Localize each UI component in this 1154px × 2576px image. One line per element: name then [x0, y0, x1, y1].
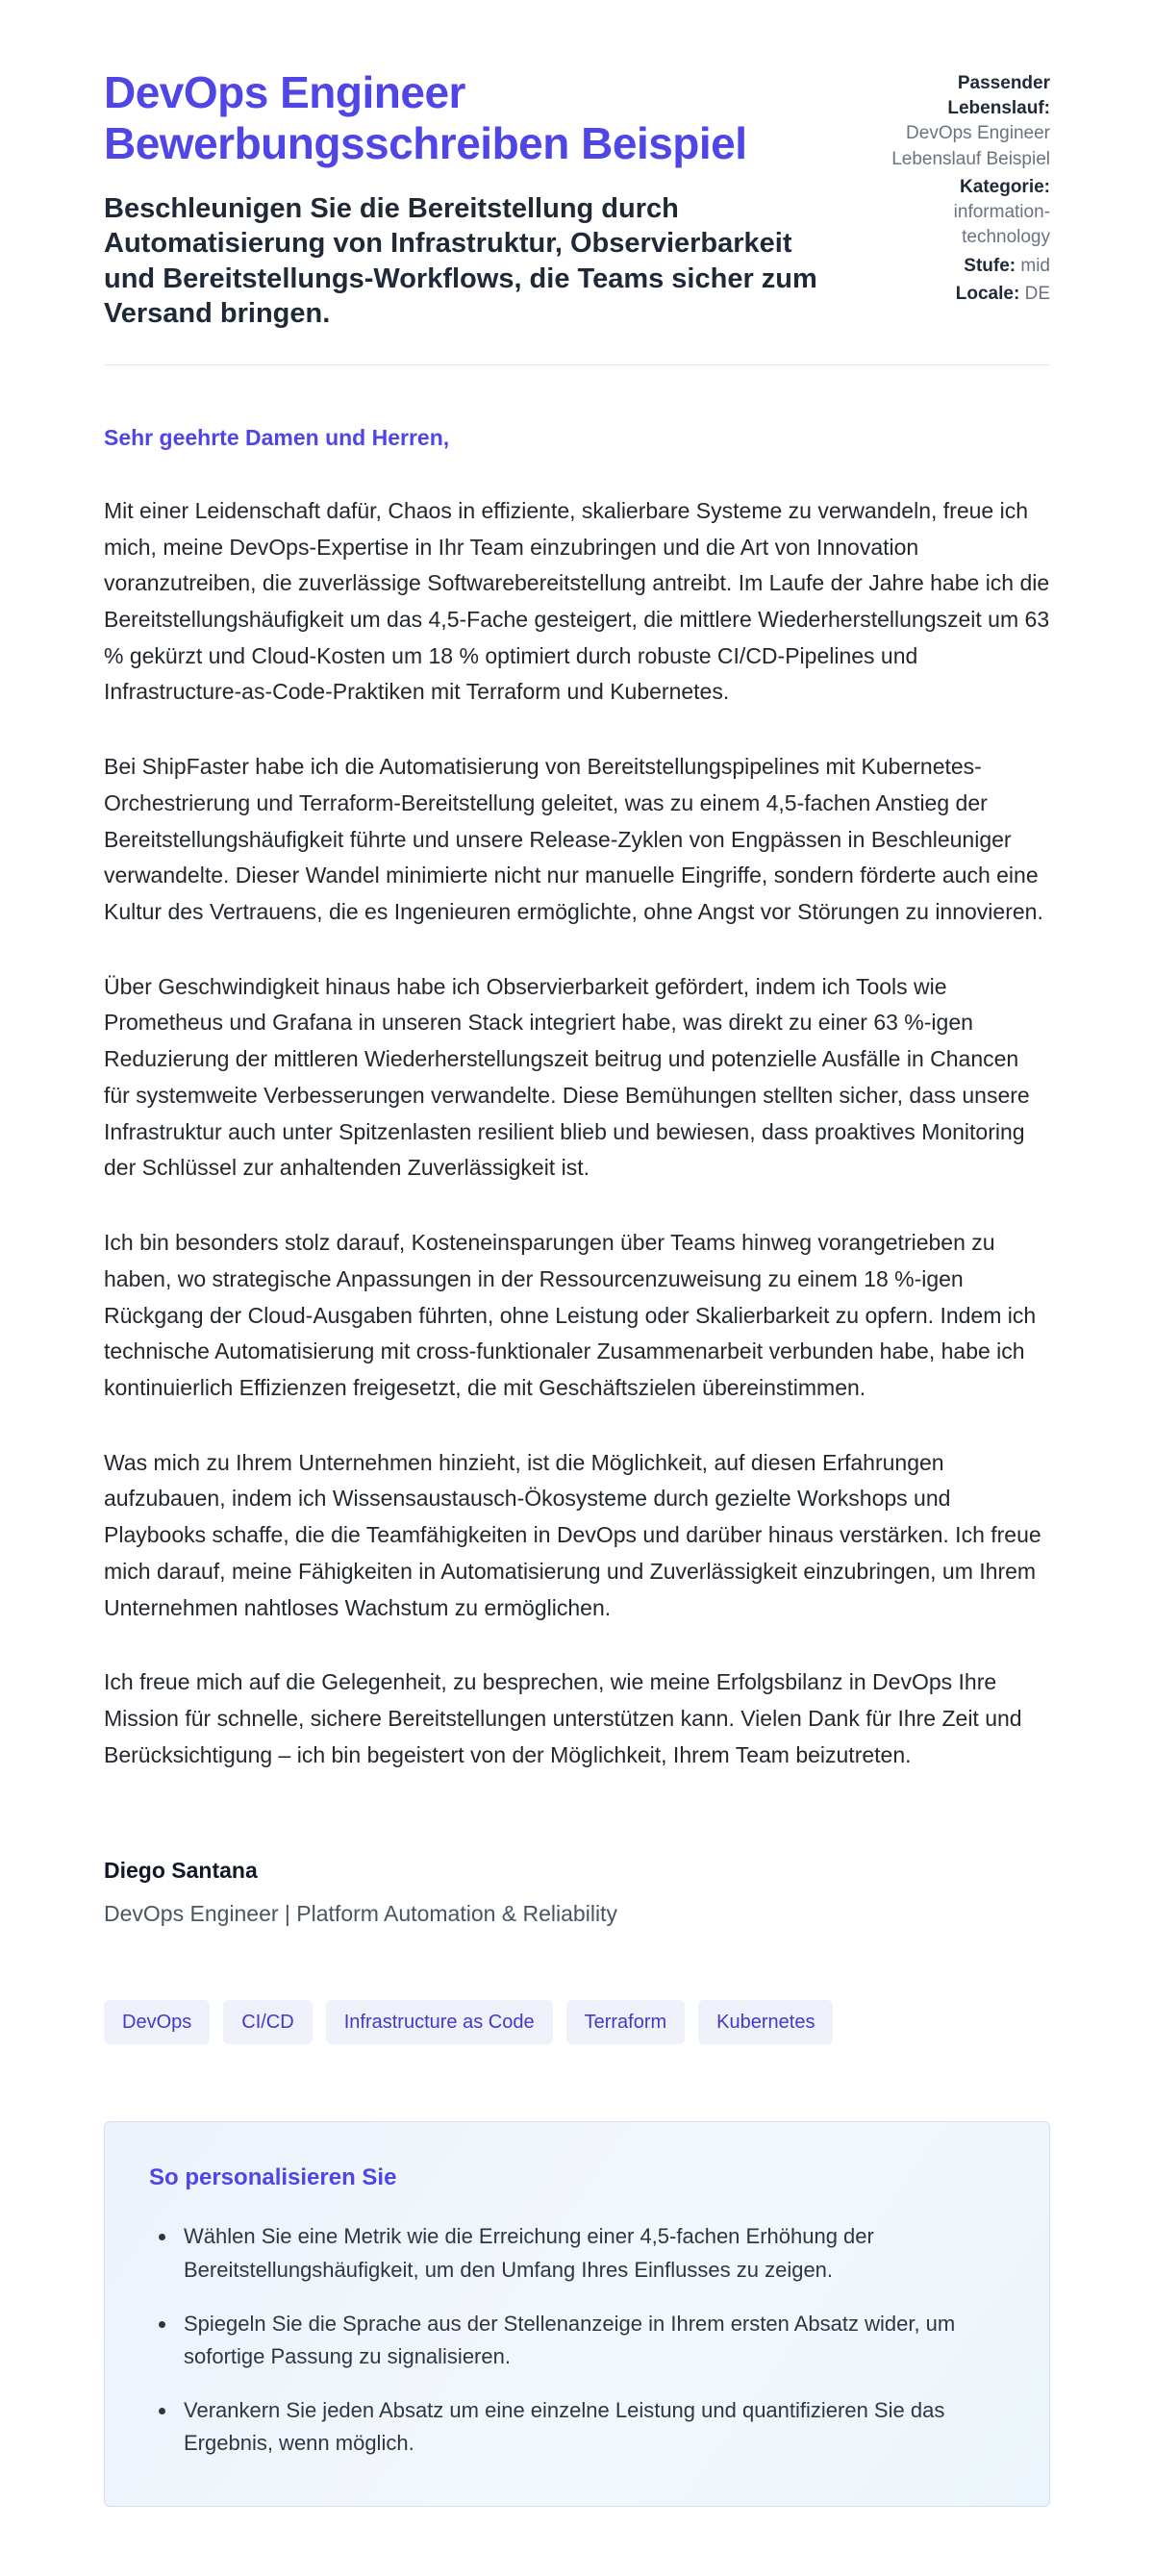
paragraph-company-fit: Was mich zu Ihrem Unternehmen hinzieht, ist die Möglichkeit, auf diesen Erfahrungen aufzubauen, indem ich Wissensaustausch-Ökosysteme durch gezielte Workshops und Playbooks schaffe, die die Teamfähigkeiten in DevOps und darüber hinaus verstärken. Ich freue mich darauf, meine Fähigkeiten in Automatisierung und Zuverlässigkeit einzubringen, um Ihrem Unternehmen nahtloses Wachstum zu ermöglichen.	[104, 1449, 1041, 1620]
header-divider	[104, 364, 1050, 365]
meta-label: Passender Lebenslauf:	[947, 73, 1050, 119]
header	[104, 67, 1050, 332]
callout-item: • Wählen Sie eine Metrik wie die Erreichung einer 4,5-fachen Erhöhung der Bereitstellungshäufigkeit, um den Umfang Ihres Einflusses zu zeigen.	[178, 2220, 1005, 2286]
meta-value: information-technology	[953, 202, 1050, 248]
tag-kubernetes[interactable]: Kubernetes	[698, 2000, 833, 2044]
meta-label: Locale:	[955, 283, 1020, 304]
signature-role: DevOps Engineer | Platform Automation & Reliability	[104, 1901, 617, 1927]
callout-item: • Spiegeln Sie die Sprache aus der Stellenanzeige in Ihrem ersten Absatz wider, um sofortige Passung zu signalisieren.	[178, 2308, 1005, 2373]
paragraph-closing: Ich freue mich auf die Gelegenheit, zu besprechen, wie meine Erfolgsbilanz in DevOps Ihre Mission für schnelle, sichere Bereitstellungen unterstützen kann. Vielen Dank für Ihre Zeit und Berücksichtigung – ich bin begeistert von der Möglichkeit, Ihrem Team beizutreten.	[104, 1669, 1022, 1767]
callout-title: So personalisieren Sie	[149, 2164, 397, 2191]
greeting: Sehr geehrte Damen und Herren,	[104, 424, 450, 450]
meta-item-level	[885, 254, 1050, 279]
paragraph-shipfaster: Bei ShipFaster habe ich die Automatisierung von Bereitstellungspipelines mit Kubernetes-Orchestrierung und Terraform-Bereitstellung geleitet, was zu einem 4,5-fachen Anstieg der Bereitstellungshäufigkeit führte und unsere Release-Zyklen von Engpässen in Beschleuniger verwandelte. Dieser Wandel minimierte nicht nur manuelle Eingriffe, sondern förderte auch eine Kultur des Vertrauens, die es Ingenieuren ermöglichte, ohne Angst vor Störungen zu innovieren.	[104, 754, 1043, 925]
tag-list	[104, 2000, 1050, 2044]
personalization-callout	[104, 2121, 1050, 2507]
tag-infrastructure-as-code[interactable]: Infrastructure as Code	[326, 2000, 553, 2044]
meta-value: mid	[1020, 255, 1050, 276]
signature-name: Diego Santana	[104, 1858, 258, 1884]
meta-item-matching-resume	[885, 71, 1050, 172]
callout-item: • Verankern Sie jeden Absatz um eine einzelne Leistung und quantifizieren Sie das Ergebnis, wenn möglich.	[178, 2394, 1005, 2460]
paragraph-intro: Mit einer Leidenschaft dafür, Chaos in effiziente, skalierbare Systeme zu verwandeln, freue ich mich, meine DevOps-Expertise in Ihr Team einzubringen und die Art von Innovation voranzutreiben, die zuverlässige Softwarebereitstellung antreibt. Im Laufe der Jahre habe ich die Bereitstellungshäufigkeit um das 4,5-Fache gesteigert, die mittlere Wiederherstellungszeit um 63 % gekürzt und Cloud-Kosten um 18 % optimiert durch robuste CI/CD-Pipelines und Infrastructure-as-Code-Praktiken mit Terraform und Kubernetes.	[104, 497, 1050, 705]
paragraph-observability: Über Geschwindigkeit hinaus habe ich Observierbarkeit gefördert, indem ich Tools wie Prometheus und Grafana in unseren Stack integriert habe, was direkt zu einer 63 %-igen Reduzierung der mittleren Wiederherstellungszeit beitrug und potenzielle Ausfälle in Chancen für systemweite Verbesserungen verwandelte. Diese Bemühungen stellten sicher, dass unsere Infrastruktur auch unter Spitzenlasten resilient blieb und bewiesen, dass proaktives Monitoring der Schlüssel zur anhaltenden Zuverlässigkeit ist.	[104, 973, 1030, 1181]
paragraph-cost-savings: Ich bin besonders stolz darauf, Kosteneinsparungen über Teams hinweg vorangetrieben zu haben, wo strategische Anpassungen in der Ressourcenzuweisung zu einem 18 %-igen Rückgang der Cloud-Ausgaben führten, ohne Leistung oder Skalierbarkeit zu opfern. Indem ich technische Automatisierung mit cross-funktionaler Zusammenarbeit verbunden habe, habe ich kontinuierlich Effizienzen freigesetzt, die mit Geschäftszielen übereinstimmen.	[104, 1230, 1037, 1400]
meta-item-category	[885, 175, 1050, 251]
page-subtitle: Beschleunigen Sie die Bereitstellung durch Automatisierung von Infrastruktur, Observierbarkeit und Bereitstellungs-Workflows, die Teams sicher zum Versand bringen.	[104, 192, 817, 330]
page-title: DevOps Engineer Bewerbungsschreiben Beispiel	[104, 67, 747, 169]
tag-cicd[interactable]: CI/CD	[223, 2000, 312, 2044]
meta-label: Kategorie:	[960, 176, 1050, 197]
meta-value: DE	[1024, 283, 1050, 304]
meta-label: Stufe:	[964, 255, 1016, 276]
letter-body	[104, 425, 1050, 1928]
meta-item-locale	[885, 282, 1050, 307]
meta-panel	[885, 67, 1050, 310]
header-main	[104, 67, 846, 332]
tag-devops[interactable]: DevOps	[104, 2000, 210, 2044]
callout-list	[149, 2220, 1005, 2460]
meta-value: DevOps Engineer Lebenslauf Beispiel	[891, 123, 1050, 169]
tag-terraform[interactable]: Terraform	[566, 2000, 686, 2044]
